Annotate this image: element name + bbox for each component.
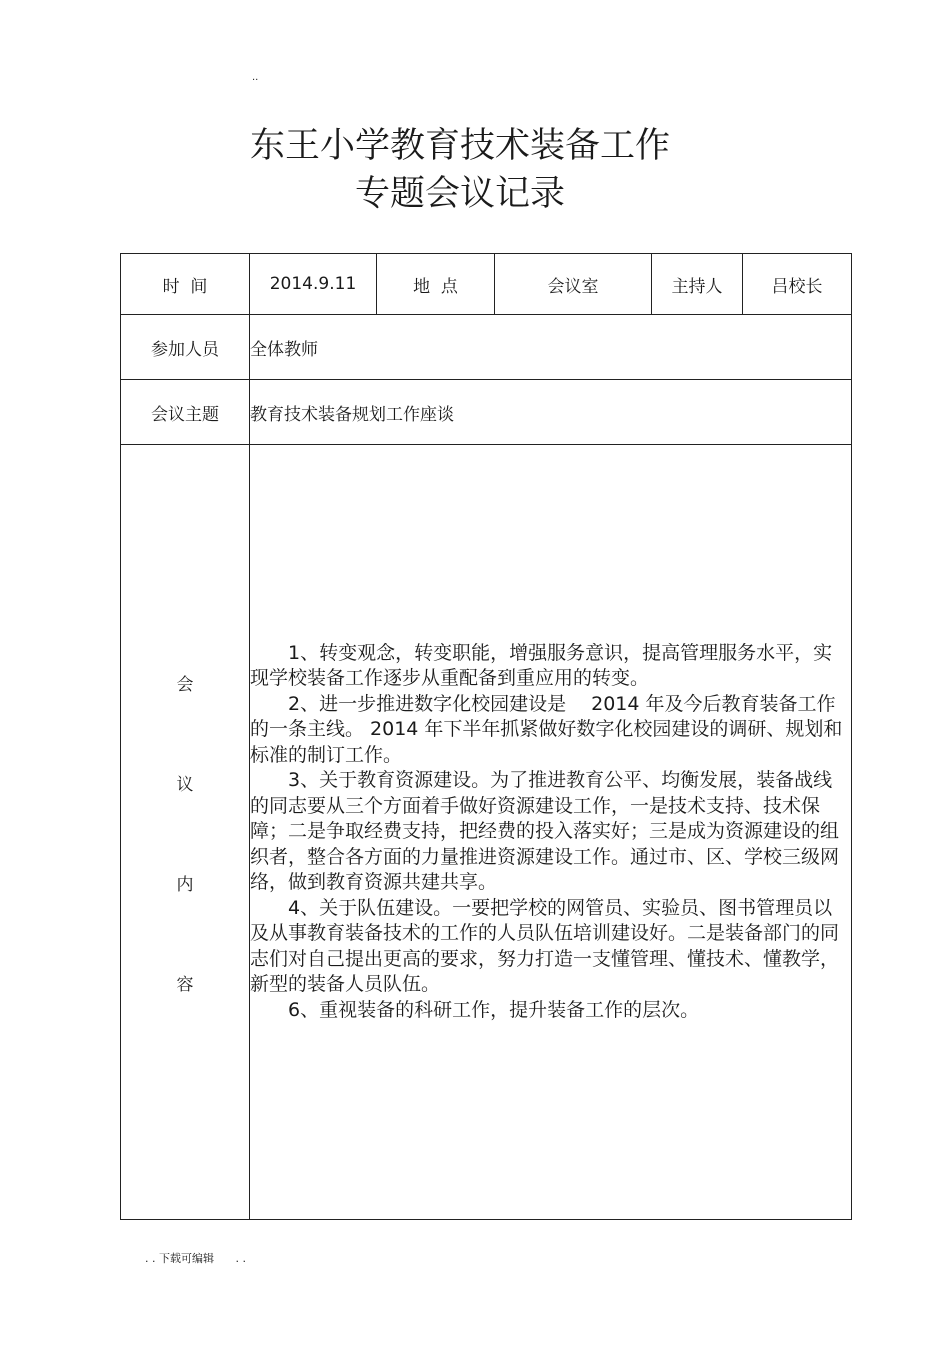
- content-label-char: 内: [176, 875, 194, 895]
- footer-right-text: . .: [235, 1252, 246, 1265]
- content-paragraph: 6、重视装备的科研工作，提升装备工作的层次。: [288, 998, 700, 1021]
- footer-left-text: . . 下载可编辑: [145, 1252, 214, 1265]
- header-mark: ..: [252, 72, 259, 83]
- topic-label: 会议主题: [121, 380, 250, 445]
- topic-value: 教育技术装备规划工作座谈: [250, 380, 852, 445]
- content-row: [121, 445, 852, 1220]
- attendees-value: 全体教师: [250, 315, 852, 380]
- content-paragraph: 3、关于教育资源建设。为了推进教育公平、均衡发展，装备战线的同志要从三个方面着手做好资源建设工作，一是技术支持、技术保障；二是争取经费支持，把经费的投入落实好；三是成为资源建设的组织者，整合各方面的力量推进资源建设工作。通过市、区、学校三级网络，做到教育资源共建共享。: [250, 769, 840, 894]
- time-value: 2014.9.11: [250, 254, 377, 315]
- attendees-row: [121, 315, 852, 380]
- topic-row: [121, 380, 852, 445]
- content-paragraph: 4、关于队伍建设。一要把学校的网管员、实验员、图书管理员以及从事教育装备技术的工作的人员队伍培训建设好。二是装备部门的同志们对自己提出更高的要求，努力打造一支懂管理、懂技术、懂教学，新型的装备人员队伍。: [250, 896, 840, 996]
- content-paragraph: 1、转变观念，转变职能，增强服务意识，提高管理服务水平，实现学校装备工作逐步从重配备到重应用的转变。: [250, 641, 833, 690]
- content-label: [121, 445, 250, 1220]
- host-label: 主持人: [652, 254, 743, 315]
- info-row: [121, 254, 852, 315]
- attendees-label: 参加人员: [121, 315, 250, 380]
- place-value: 会议室: [495, 254, 652, 315]
- time-label: 时 间: [121, 254, 250, 315]
- host-value: 吕校长: [743, 254, 852, 315]
- content-paragraph: 2、进一步推进数字化校园建设是 2014 年及今后教育装备工作的一条主线。 2014 年下半年抓紧做好数字化校园建设的调研、规划和标准的制订工作。: [250, 692, 843, 766]
- content-label-char: 会: [176, 675, 194, 695]
- content-label-char: 容: [176, 975, 194, 995]
- document-title-line-2: 专题会议记录: [354, 174, 565, 214]
- place-label: 地 点: [377, 254, 495, 315]
- document-title-line-1: 东王小学教育技术装备工作: [249, 126, 670, 166]
- meeting-record-table: [120, 253, 852, 1220]
- footer: [145, 1252, 264, 1266]
- content-label-char: 议: [176, 775, 194, 795]
- content-body: [250, 445, 852, 1220]
